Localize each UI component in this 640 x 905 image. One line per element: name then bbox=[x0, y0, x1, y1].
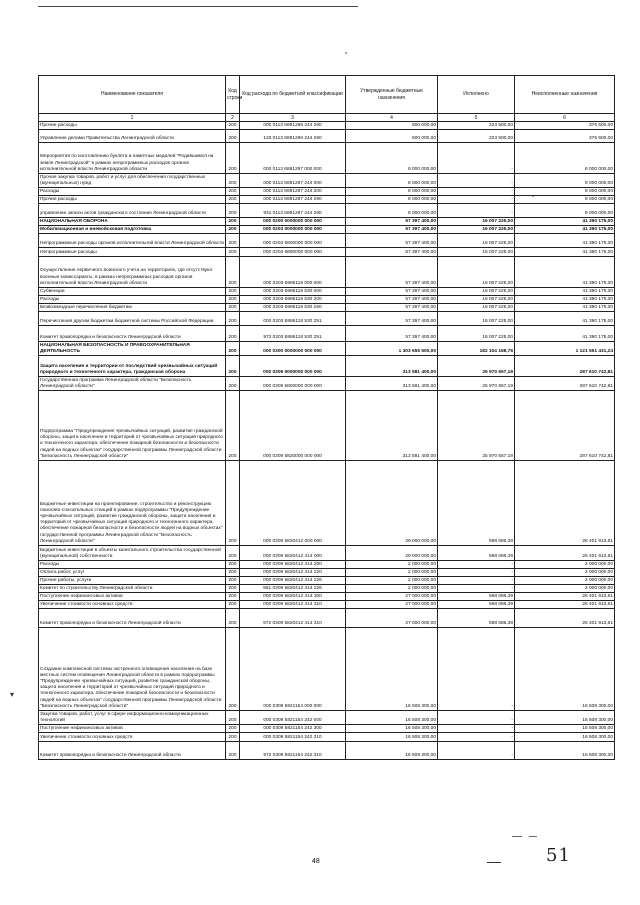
row-approved: 57 397 400,00 bbox=[346, 248, 438, 257]
row-budget-code: 000 0309 5820412 414 300 bbox=[240, 593, 346, 601]
table-row bbox=[39, 377, 615, 391]
row-executed: - bbox=[438, 569, 515, 577]
row-approved: 8 000 000,00 bbox=[346, 196, 438, 204]
row-approved: 8 000 000,00 bbox=[346, 204, 438, 218]
table-row bbox=[39, 711, 615, 725]
row-name: Прочая закупка товаров, работ и услуг для обеспечения государственных (муниципальных) нужд bbox=[39, 174, 226, 188]
top-rule bbox=[38, 6, 358, 7]
row-approved: 27 000 000,00 bbox=[346, 601, 438, 609]
row-name: управление записи актов гражданского состояния Ленинградской области bbox=[39, 204, 226, 218]
row-line-code: 200 bbox=[226, 569, 240, 577]
table-row bbox=[39, 326, 615, 342]
table-row bbox=[39, 226, 615, 234]
row-name: Прочие расходы bbox=[39, 122, 226, 130]
table-row bbox=[39, 288, 615, 296]
table-row bbox=[39, 342, 615, 356]
row-unexecuted: 376 500,00 bbox=[515, 122, 615, 130]
row-line-code: 200 bbox=[226, 312, 240, 326]
row-unexecuted: 8 000 000,00 bbox=[515, 204, 615, 218]
row-line-code: 200 bbox=[226, 248, 240, 257]
table-row bbox=[39, 733, 615, 742]
header-name: Наименование показателя bbox=[39, 76, 226, 114]
sheet-number-stamp: 51 bbox=[546, 845, 571, 866]
row-budget-code: 981 0309 5820412 414 226 bbox=[240, 585, 346, 593]
row-approved: 1 303 655 600,00 bbox=[346, 342, 438, 356]
row-budget-code: 000 0309 5820412 414 000 bbox=[240, 546, 346, 561]
row-executed: 16 007 225,00 bbox=[438, 218, 515, 226]
row-executed: 182 104 168,76 bbox=[438, 342, 515, 356]
row-approved: 57 397 400,00 bbox=[346, 312, 438, 326]
header-row bbox=[39, 76, 615, 114]
row-budget-code: 000 0309 5821154 242 310 bbox=[240, 733, 346, 742]
row-approved: 57 397 400,00 bbox=[346, 218, 438, 226]
row-line-code: 200 bbox=[226, 742, 240, 760]
column-index: 1 bbox=[39, 114, 226, 122]
row-executed: 16 007 225,00 bbox=[438, 304, 515, 312]
row-unexecuted: 2 000 000,00 bbox=[515, 577, 615, 585]
row-executed: - bbox=[438, 174, 515, 188]
table-row bbox=[39, 257, 615, 288]
row-budget-code: 000 0309 5821154 242 300 bbox=[240, 725, 346, 733]
row-budget-code: 000 0309 5820412 000 000 bbox=[240, 461, 346, 546]
row-line-code: 200 bbox=[226, 593, 240, 601]
table-row bbox=[39, 122, 615, 130]
row-executed: - bbox=[438, 196, 515, 204]
table-row bbox=[39, 312, 615, 326]
handwritten-dash bbox=[529, 836, 537, 837]
row-budget-code: 000 0300 0000000 000 000 bbox=[240, 342, 346, 356]
row-budget-code: 000 0113 6891297 244 290 bbox=[240, 196, 346, 204]
row-executed: 25 970 657,19 bbox=[438, 391, 515, 461]
row-budget-code: 000 0203 6890000 000 000 bbox=[240, 248, 346, 257]
row-line-code: 200 bbox=[226, 196, 240, 204]
row-line-code: 200 bbox=[226, 461, 240, 546]
table-row bbox=[39, 593, 615, 601]
table-row bbox=[39, 248, 615, 257]
table-row bbox=[39, 356, 615, 377]
row-name: Осуществление первичного воинского учета на территориях, где отсутствуют военные комиссариаты, в рамках непрограммных расходов органов исполнительной власти Ленинградской области bbox=[39, 257, 226, 288]
row-name: Увеличение стоимости основных средств bbox=[39, 733, 226, 742]
row-name: Управление делами Правительства Ленинградской области bbox=[39, 130, 226, 143]
table-row bbox=[39, 174, 615, 188]
row-name: Непрограммные расходы органов исполнительной власти Ленинградской области bbox=[39, 234, 226, 248]
row-approved: 16 508 300,00 bbox=[346, 725, 438, 733]
header-budget-code: Код расхода по бюджетной классификации bbox=[240, 76, 346, 114]
row-executed: - bbox=[438, 711, 515, 725]
scan-speck bbox=[345, 52, 347, 54]
row-budget-code: 000 0203 6895118 530 251 bbox=[240, 312, 346, 326]
row-line-code: 200 bbox=[226, 585, 240, 593]
row-unexecuted: 8 000 000,00 bbox=[515, 196, 615, 204]
row-executed: 16 007 225,00 bbox=[438, 226, 515, 234]
row-budget-code: 000 0203 6895118 530 250 bbox=[240, 304, 346, 312]
row-name: Увеличение стоимости основных средств bbox=[39, 601, 226, 609]
row-approved: 600 000,00 bbox=[346, 122, 438, 130]
row-line-code: 200 bbox=[226, 326, 240, 342]
row-line-code: 200 bbox=[226, 174, 240, 188]
row-executed: - bbox=[438, 733, 515, 742]
table-row bbox=[39, 391, 615, 461]
table-row bbox=[39, 561, 615, 569]
row-unexecuted: 41 390 175,00 bbox=[515, 326, 615, 342]
row-executed: 25 970 657,19 bbox=[438, 356, 515, 377]
handwritten-dash bbox=[512, 836, 522, 837]
table-row bbox=[39, 218, 615, 226]
row-name: Прочие работы, услуги bbox=[39, 577, 226, 585]
row-unexecuted: 28 401 913,61 bbox=[515, 461, 615, 546]
row-unexecuted: 16 508 300,00 bbox=[515, 733, 615, 742]
row-unexecuted: 26 401 913,61 bbox=[515, 593, 615, 601]
row-unexecuted: 41 390 175,00 bbox=[515, 312, 615, 326]
row-line-code: 200 bbox=[226, 733, 240, 742]
margin-mark: ▾ bbox=[10, 690, 15, 699]
column-index-row bbox=[39, 114, 615, 122]
row-unexecuted: 2 000 000,00 bbox=[515, 585, 615, 593]
row-name: Бюджетные инвестиции на проектирование, строительство и реконструкцию поисково-спасательных станций в рамках подпрограммы "Предупреждение чрезвычайных ситуаций, развитие гражданской обороны, защита населения и территорий от чрезвычайных ситуаций природного и техногенного характера, обеспечение пожарной безопасности и безопасности людей на водных объектах" государственной программы Ленинградской области "Безопасность Ленинградской области" bbox=[39, 461, 226, 546]
row-name: Мероприятия по изготовлению буклета и памятных медалей "Родившимся на земле Ленинградской" в рамках непрограммных расходов органов исполнительной власти Ленинградской области bbox=[39, 143, 226, 174]
row-budget-code: 000 0309 0000000 000 000 bbox=[240, 356, 346, 377]
row-approved: 2 000 000,00 bbox=[346, 561, 438, 569]
row-executed: 598 086,39 bbox=[438, 609, 515, 628]
row-name: Оплата работ, услуг bbox=[39, 569, 226, 577]
table-row bbox=[39, 601, 615, 609]
row-approved: 57 397 400,00 bbox=[346, 234, 438, 248]
row-line-code: 200 bbox=[226, 628, 240, 711]
table-row bbox=[39, 585, 615, 593]
row-name: Защита населения и территории от последствий чрезвычайных ситуаций природного и техногенного характера, гражданская оборона bbox=[39, 356, 226, 377]
row-approved: 57 397 400,00 bbox=[346, 304, 438, 312]
row-name: НАЦИОНАЛЬНАЯ ОБОРОНА bbox=[39, 218, 226, 226]
row-approved: 600 000,00 bbox=[346, 130, 438, 143]
table-row bbox=[39, 569, 615, 577]
row-unexecuted: 41 390 175,00 bbox=[515, 218, 615, 226]
table-row bbox=[39, 742, 615, 760]
row-unexecuted: 287 610 742,81 bbox=[515, 356, 615, 377]
row-unexecuted: 16 508 300,00 bbox=[515, 725, 615, 733]
row-approved: 8 000 000,00 bbox=[346, 174, 438, 188]
row-line-code: 200 bbox=[226, 377, 240, 391]
table-row bbox=[39, 234, 615, 248]
row-unexecuted: 1 121 551 431,24 bbox=[515, 342, 615, 356]
table-row bbox=[39, 546, 615, 561]
row-line-code: 200 bbox=[226, 304, 240, 312]
row-line-code: 200 bbox=[226, 288, 240, 296]
budget-table bbox=[38, 75, 615, 760]
row-unexecuted: 8 000 000,00 bbox=[515, 174, 615, 188]
row-budget-code: 000 0309 5820412 414 200 bbox=[240, 561, 346, 569]
column-index: 4 bbox=[346, 114, 438, 122]
row-approved: 2 000 000,00 bbox=[346, 577, 438, 585]
row-budget-code: 000 0203 0000000 000 000 bbox=[240, 226, 346, 234]
column-index: 5 bbox=[438, 114, 515, 122]
row-executed: - bbox=[438, 628, 515, 711]
row-line-code: 200 bbox=[226, 391, 240, 461]
row-line-code: 200 bbox=[226, 356, 240, 377]
row-name: Прочие расходы bbox=[39, 196, 226, 204]
row-executed: 598 086,39 bbox=[438, 593, 515, 601]
row-line-code: 200 bbox=[226, 188, 240, 196]
table-row bbox=[39, 188, 615, 196]
row-unexecuted: 16 508 300,00 bbox=[515, 742, 615, 760]
row-unexecuted: 41 390 175,00 bbox=[515, 248, 615, 257]
row-budget-code: 000 0309 5820412 414 310 bbox=[240, 601, 346, 609]
row-executed: 598 086,39 bbox=[438, 601, 515, 609]
table-row bbox=[39, 130, 615, 143]
row-budget-code: 000 0203 6895118 530 200 bbox=[240, 296, 346, 304]
row-budget-code: 000 0203 6895118 000 000 bbox=[240, 257, 346, 288]
row-approved: 57 397 400,00 bbox=[346, 326, 438, 342]
row-name: Подпрограмма "Предупреждение чрезвычайных ситуаций, развитие гражданской обороны, защита населения и территорий от чрезвычайных ситуаций природного и техногенного характера, обеспечение пожарной безопасности и безопасности людей на водных объектах" государственной программы Ленинградской области "Безопасность Ленинградской области" bbox=[39, 391, 226, 461]
row-name: Создание комплексной системы экстренного оповещения населения на базе местных систем оповещения Ленинградской области в рамках подпрограммы "Предупреждение чрезвычайных ситуаций, развитие гражданской обороны, защита населения и территорий от чрезвычайных ситуаций природного и техногенного характера, обеспечение пожарной безопасности и безопасности людей на водных объектах" государственной программы Ленинградской области "Безопасность Ленинградской области" bbox=[39, 628, 226, 711]
row-budget-code: 000 0203 6895118 530 000 bbox=[240, 288, 346, 296]
row-unexecuted: 26 401 913,61 bbox=[515, 601, 615, 609]
row-line-code: 200 bbox=[226, 609, 240, 628]
row-approved: 57 397 400,00 bbox=[346, 288, 438, 296]
row-budget-code: 972 0309 5820412 414 310 bbox=[240, 609, 346, 628]
table-row bbox=[39, 143, 615, 174]
row-unexecuted: 376 500,00 bbox=[515, 130, 615, 143]
table-row bbox=[39, 577, 615, 585]
row-unexecuted: 41 390 175,00 bbox=[515, 288, 615, 296]
row-executed: - bbox=[438, 143, 515, 174]
row-name: Комитет правопорядка и безопасности Ленинградской области bbox=[39, 742, 226, 760]
row-unexecuted: 8 000 000,00 bbox=[515, 143, 615, 174]
row-line-code: 200 bbox=[226, 122, 240, 130]
row-executed: 16 007 225,00 bbox=[438, 312, 515, 326]
row-unexecuted: 8 000 000,00 bbox=[515, 188, 615, 196]
row-budget-code: 000 0113 6891296 244 290 bbox=[240, 122, 346, 130]
header-executed: Исполнено bbox=[438, 76, 515, 114]
row-budget-code: 931 0113 6891297 244 290 bbox=[240, 204, 346, 218]
row-approved: 57 397 400,00 bbox=[346, 257, 438, 288]
row-approved: 313 581 400,00 bbox=[346, 377, 438, 391]
row-line-code: 200 bbox=[226, 711, 240, 725]
row-line-code: 200 bbox=[226, 218, 240, 226]
row-executed: - bbox=[438, 204, 515, 218]
row-budget-code: 000 0309 5820412 414 220 bbox=[240, 569, 346, 577]
row-line-code: 200 bbox=[226, 561, 240, 569]
row-unexecuted: 41 390 175,00 bbox=[515, 296, 615, 304]
row-executed: 16 007 225,00 bbox=[438, 234, 515, 248]
table-row bbox=[39, 296, 615, 304]
row-line-code: 200 bbox=[226, 601, 240, 609]
row-budget-code: 972 0309 5821154 242 310 bbox=[240, 742, 346, 760]
row-unexecuted: 16 508 300,00 bbox=[515, 628, 615, 711]
row-budget-code: 000 0203 6800000 000 000 bbox=[240, 234, 346, 248]
row-name: НАЦИОНАЛЬНАЯ БЕЗОПАСНОСТЬ И ПРАВООХРАНИТЕЛЬНАЯ ДЕЯТЕЛЬНОСТЬ bbox=[39, 342, 226, 356]
row-name: Перечисления другим бюджетам бюджетной системы Российской Федерации bbox=[39, 312, 226, 326]
row-approved: 8 000 000,00 bbox=[346, 188, 438, 196]
row-budget-code: 000 0309 5821154 000 000 bbox=[240, 628, 346, 711]
row-budget-code: 000 0113 6891297 244 200 bbox=[240, 188, 346, 196]
row-approved: 57 397 400,00 bbox=[346, 226, 438, 234]
row-name: Мобилизационная и вневойсковая подготовка bbox=[39, 226, 226, 234]
row-line-code: 200 bbox=[226, 257, 240, 288]
header-unexecuted: Неисполненные назначения bbox=[515, 76, 615, 114]
row-approved: 29 000 000,00 bbox=[346, 461, 438, 546]
row-budget-code: 000 0309 5820000 000 000 bbox=[240, 391, 346, 461]
row-name: Субвенции bbox=[39, 288, 226, 296]
header-line-code: Код строки bbox=[226, 76, 240, 114]
table-row bbox=[39, 725, 615, 733]
row-name: Закупка товаров, работ, услуг в сфере информационно-коммуникационных технологий bbox=[39, 711, 226, 725]
row-budget-code: 000 0113 6891297 244 000 bbox=[240, 174, 346, 188]
table-row bbox=[39, 609, 615, 628]
row-executed: - bbox=[438, 585, 515, 593]
row-budget-code: 000 0309 5800000 000 000 bbox=[240, 377, 346, 391]
row-line-code: 200 bbox=[226, 204, 240, 218]
row-name: Поступление нефинансовых активов bbox=[39, 593, 226, 601]
row-approved: 8 000 000,00 bbox=[346, 143, 438, 174]
row-approved: 16 508 300,00 bbox=[346, 742, 438, 760]
row-approved: 16 508 300,00 bbox=[346, 711, 438, 725]
row-unexecuted: 287 610 742,81 bbox=[515, 391, 615, 461]
row-name: Государственная программа Ленинградской области "Безопасность Ленинградской области" bbox=[39, 377, 226, 391]
row-unexecuted: 2 000 000,00 bbox=[515, 569, 615, 577]
row-executed: 16 007 225,00 bbox=[438, 257, 515, 288]
row-name: Безвозмездные перечисления бюджетам bbox=[39, 304, 226, 312]
row-approved: 16 508 300,00 bbox=[346, 733, 438, 742]
row-executed: 598 086,39 bbox=[438, 546, 515, 561]
row-line-code: 200 bbox=[226, 546, 240, 561]
row-approved: 313 581 400,00 bbox=[346, 391, 438, 461]
row-approved: 57 397 400,00 bbox=[346, 296, 438, 304]
row-unexecuted: 41 390 175,00 bbox=[515, 304, 615, 312]
page-number: 48 bbox=[312, 858, 320, 865]
row-budget-code: 000 0113 6891297 000 000 bbox=[240, 143, 346, 174]
table-row bbox=[39, 196, 615, 204]
row-budget-code: 000 0200 0000000 000 000 bbox=[240, 218, 346, 226]
table-row bbox=[39, 628, 615, 711]
row-line-code: 200 bbox=[226, 130, 240, 143]
row-name: Комитет по строительству Ленинградской области bbox=[39, 585, 226, 593]
row-line-code: 200 bbox=[226, 143, 240, 174]
row-name: Расходы bbox=[39, 188, 226, 196]
row-executed: 16 007 225,00 bbox=[438, 296, 515, 304]
row-unexecuted: 16 508 300,00 bbox=[515, 711, 615, 725]
row-unexecuted: 41 390 175,00 bbox=[515, 257, 615, 288]
row-approved: 27 000 000,00 bbox=[346, 593, 438, 601]
row-executed: - bbox=[438, 188, 515, 196]
row-executed: 16 007 225,00 bbox=[438, 248, 515, 257]
row-unexecuted: 41 390 175,00 bbox=[515, 234, 615, 248]
row-line-code: 200 bbox=[226, 234, 240, 248]
row-executed: 16 007 225,00 bbox=[438, 326, 515, 342]
header-approved: Утвержденные бюджетные назначения bbox=[346, 76, 438, 114]
row-approved: 313 581 400,00 bbox=[346, 356, 438, 377]
row-executed: - bbox=[438, 561, 515, 569]
row-unexecuted: 41 390 175,00 bbox=[515, 226, 615, 234]
row-executed: 223 500,00 bbox=[438, 130, 515, 143]
row-executed: 223 500,00 bbox=[438, 122, 515, 130]
table-row bbox=[39, 304, 615, 312]
row-line-code: 200 bbox=[226, 342, 240, 356]
table-row bbox=[39, 461, 615, 546]
row-executed: - bbox=[438, 577, 515, 585]
row-approved: 2 000 000,00 bbox=[346, 585, 438, 593]
column-index: 2 bbox=[226, 114, 240, 122]
row-unexecuted: 28 401 913,61 bbox=[515, 546, 615, 561]
column-index: 6 bbox=[515, 114, 615, 122]
row-line-code: 200 bbox=[226, 296, 240, 304]
row-name: Непрограммные расходы bbox=[39, 248, 226, 257]
column-index: 3 bbox=[240, 114, 346, 122]
row-executed: - bbox=[438, 742, 515, 760]
row-unexecuted: 2 000 000,00 bbox=[515, 561, 615, 569]
row-budget-code: 000 0309 5820412 414 226 bbox=[240, 577, 346, 585]
row-name: Расходы bbox=[39, 296, 226, 304]
row-budget-code: 972 0203 6895118 530 251 bbox=[240, 326, 346, 342]
row-budget-code: 000 0309 5821154 242 000 bbox=[240, 711, 346, 725]
row-name: Бюджетные инвестиции в объекты капитального строительства государственной (муниципальной) собственности bbox=[39, 546, 226, 561]
row-approved: 2 000 000,00 bbox=[346, 569, 438, 577]
row-name: Комитет правопорядка и безопасности Ленинградской области bbox=[39, 609, 226, 628]
row-executed: 16 007 225,00 bbox=[438, 288, 515, 296]
row-name: Комитет правопорядка и безопасности Ленинградской области bbox=[39, 326, 226, 342]
row-budget-code: 133 0113 6891296 244 290 bbox=[240, 130, 346, 143]
row-executed: 598 086,39 bbox=[438, 461, 515, 546]
row-line-code: 200 bbox=[226, 577, 240, 585]
row-name: Поступление нефинансовых активов bbox=[39, 725, 226, 733]
row-unexecuted: 26 401 913,61 bbox=[515, 609, 615, 628]
row-line-code: 200 bbox=[226, 725, 240, 733]
row-approved: 16 508 300,00 bbox=[346, 628, 438, 711]
table-body bbox=[39, 122, 615, 760]
row-approved: 27 000 000,00 bbox=[346, 609, 438, 628]
row-executed: - bbox=[438, 725, 515, 733]
row-line-code: 200 bbox=[226, 226, 240, 234]
row-executed: 25 970 657,19 bbox=[438, 377, 515, 391]
row-name: Расходы bbox=[39, 561, 226, 569]
row-approved: 29 000 000,00 bbox=[346, 546, 438, 561]
row-unexecuted: 287 610 742,81 bbox=[515, 377, 615, 391]
table-row bbox=[39, 204, 615, 218]
handwritten-dash bbox=[487, 862, 501, 863]
